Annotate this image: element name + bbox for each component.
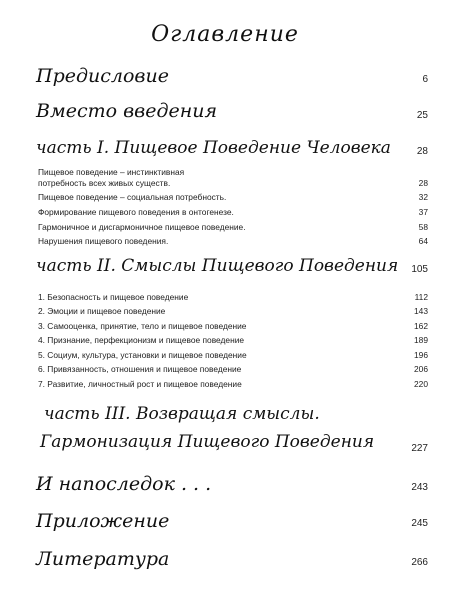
toc-part-1-item-5: Нарушения пищевого поведения.: [38, 236, 169, 246]
toc-part-3-heading-line-2: Гармонизация Пищевого Поведения: [40, 432, 375, 452]
toc-entry-instead: Вместо введения: [36, 100, 218, 122]
toc-part-1-heading: часть I. Пищевое Поведение Человека: [36, 138, 391, 158]
toc-part-2-page: 105: [411, 264, 428, 275]
toc-part-2-item-6: 6. Привязанность, отношения и пищевое поведение: [38, 364, 242, 374]
toc-part-2-item-1-page: 112: [414, 292, 428, 302]
toc-part-2-heading: часть II. Смыслы Пищевого Поведения: [36, 256, 399, 276]
toc-part-2-item-5: 5. Социум, культура, установки и пищевое поведение: [38, 350, 247, 360]
toc-part-1-item-2: Пищевое поведение – социальная потребность.: [38, 192, 227, 202]
toc-part-2-item-4: 4. Признание, перфекционизм и пищевое поведение: [38, 335, 245, 345]
toc-part-1-item-4-page: 58: [418, 222, 428, 232]
toc-part-1-item-4: Гармоничное и дисгармоничное пищевое поведение.: [38, 222, 246, 232]
toc-part-3-page: 227: [411, 443, 428, 454]
toc-part-1-item-1-line-1: Пищевое поведение – инстинктивная: [38, 167, 185, 177]
toc-part-2-item-7-page: 220: [414, 379, 428, 389]
toc-part-1-item-3-page: 37: [418, 207, 428, 217]
toc-part-2-item-6-page: 206: [414, 364, 428, 374]
page-title: Оглавление: [151, 22, 299, 47]
toc-part-1-item-5-page: 64: [418, 236, 428, 246]
toc-part-2-item-7: 7. Развитие, личностный рост и пищевое поведение: [38, 379, 242, 389]
toc-part-2-item-2-page: 143: [414, 306, 428, 316]
toc-entry-literature: Литература: [36, 548, 170, 570]
toc-page-appendix: 245: [411, 518, 428, 529]
toc-part-1-item-3: Формирование пищевого поведения в онтогенезе.: [38, 207, 234, 217]
toc-part-2-item-5-page: 196: [414, 350, 428, 360]
toc-part-3-heading-line-1: часть III. Возвращая смыслы.: [44, 404, 320, 424]
toc-part-2-item-1: 1. Безопасность и пищевое поведение: [38, 292, 189, 302]
toc-page-instead: 25: [416, 110, 428, 121]
toc-part-2-item-3-page: 162: [414, 321, 428, 331]
toc-part-1-item-1-line-2: потребность всех живых существ.: [38, 178, 171, 188]
toc-part-2-item-4-page: 189: [414, 335, 428, 345]
toc-entry-preface: Предисловие: [36, 65, 169, 87]
toc-part-1-page: 28: [416, 146, 428, 157]
toc-entry-finally: И напоследок . . .: [36, 473, 212, 495]
toc-page-finally: 243: [411, 482, 428, 493]
toc-entry-appendix: Приложение: [36, 510, 170, 532]
toc-part-2-item-2: 2. Эмоции и пищевое поведение: [38, 306, 166, 316]
toc-page-literature: 266: [411, 557, 428, 568]
toc-page-preface: 6: [422, 74, 428, 85]
toc-part-2-item-3: 3. Самооценка, принятие, тело и пищевое поведение: [38, 321, 247, 331]
toc-part-1-item-1-page: 28: [418, 178, 428, 188]
toc-part-1-item-2-page: 32: [418, 192, 428, 202]
